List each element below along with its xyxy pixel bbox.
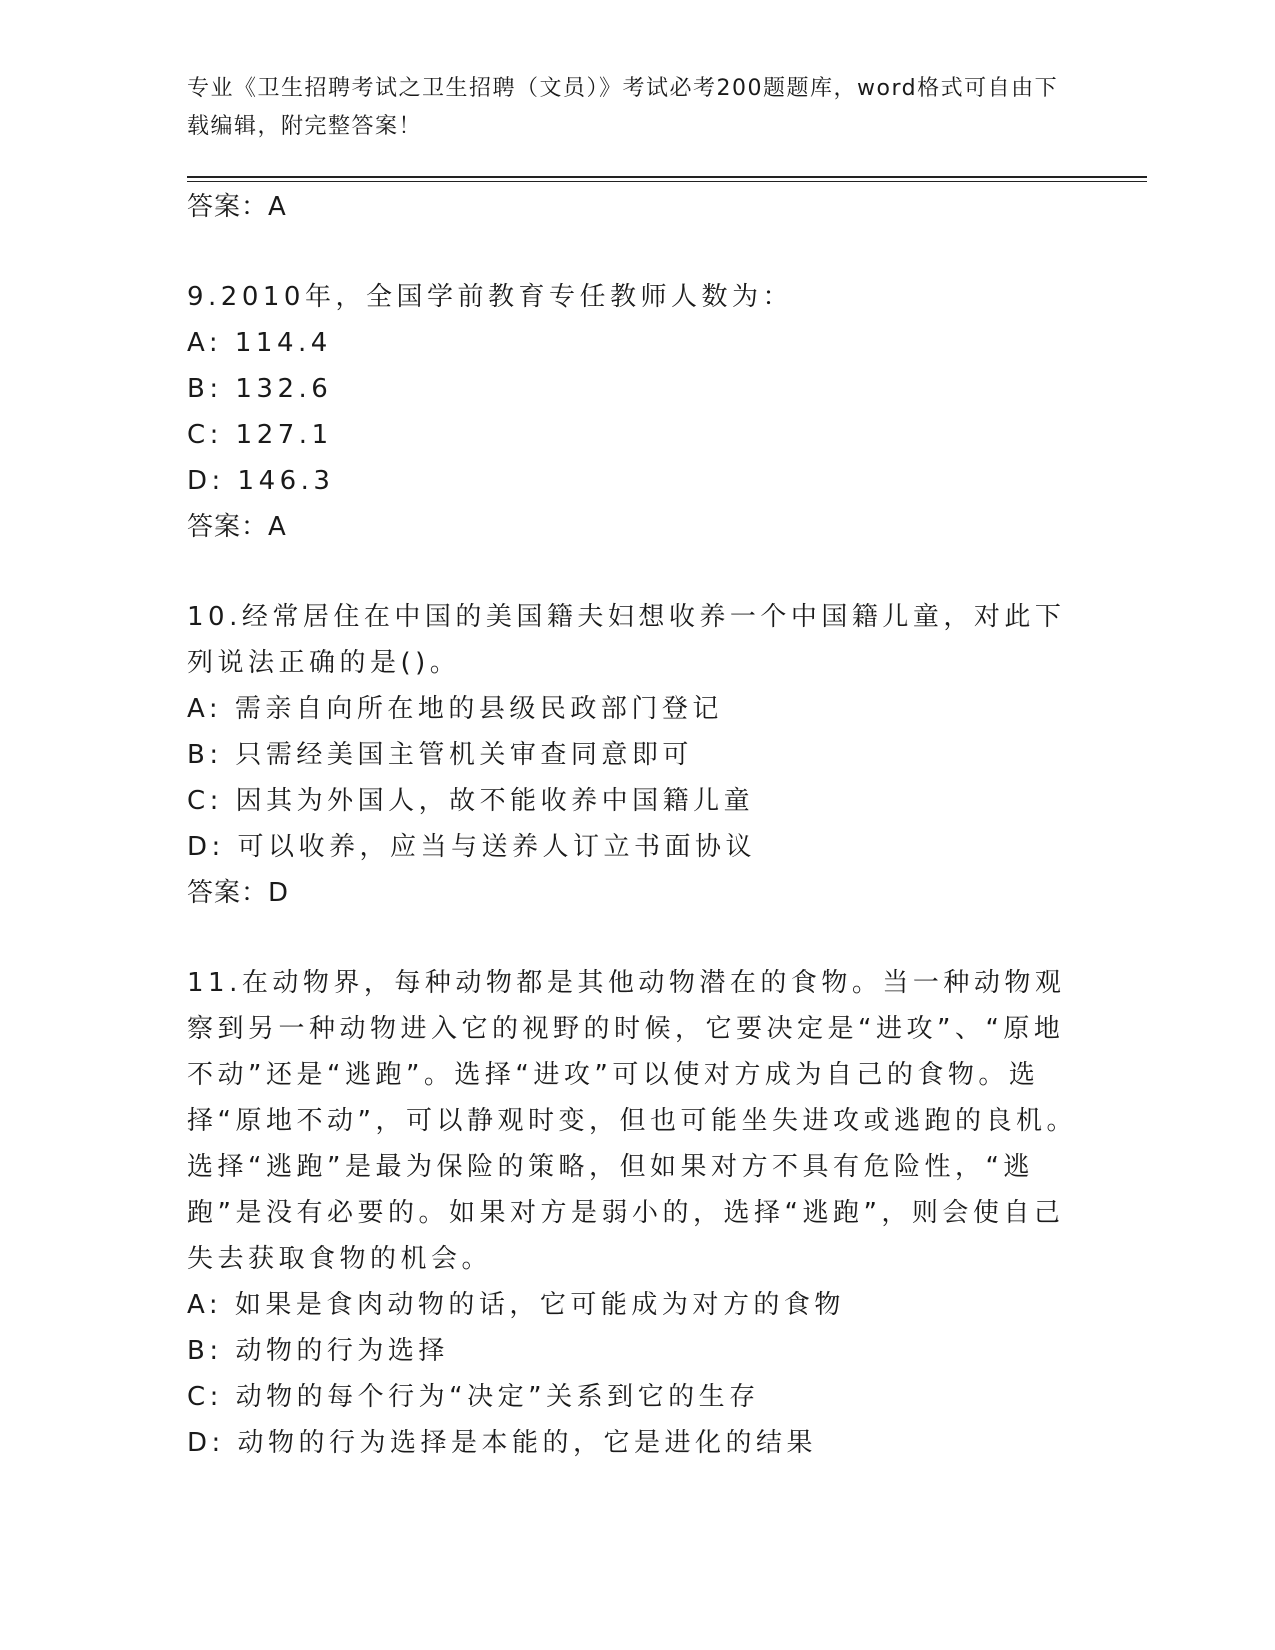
answer: 答案：A	[187, 512, 287, 542]
option-b: B: 动物的行为选择	[187, 1336, 449, 1366]
option-a: A: 如果是食肉动物的话，它可能成为对方的食物	[187, 1290, 845, 1320]
option-a: A: 114.4	[187, 328, 332, 358]
option-d: D: 动物的行为选择是本能的，它是进化的结果	[187, 1428, 818, 1458]
question-stem: 10.经常居住在中国的美国籍夫妇想收养一个中国籍儿童，对此下列说法正确的是()。	[187, 602, 1066, 678]
option-c: C: 动物的每个行为“决定”关系到它的生存	[187, 1382, 760, 1412]
answer: 答案：D	[187, 878, 290, 908]
document-header: 专业《卫生招聘考试之卫生招聘（文员）》考试必考200题题库，word格式可自由下载编辑，附完整答案！	[187, 76, 1059, 139]
option-c: C: 127.1	[187, 420, 333, 450]
option-a: A: 需亲自向所在地的县级民政部门登记	[187, 694, 723, 724]
option-b: B: 132.6	[187, 374, 333, 404]
option-d: D: 146.3	[187, 466, 335, 496]
question-11	[187, 960, 1087, 1466]
question-list	[187, 184, 1087, 1466]
header-rule-thin	[187, 181, 1147, 182]
question-stem: 11.在动物界，每种动物都是其他动物潜在的食物。当一种动物观察到另一种动物进入它的视野的时候，它要决定是“进攻”、“原地不动”还是“逃跑”。选择“进攻”可以使对方成为自己的食物。选择“原地不动”，可以静观时变，但也可能坐失进攻或逃跑的良机。选择“逃跑”是最为保险的策略，但如果对方不具有危险性，“逃跑”是没有必要的。如果对方是弱小的，选择“逃跑”，则会使自己失去获取食物的机会。	[187, 968, 1077, 1274]
option-d: D: 可以收养，应当与送养人订立书面协议	[187, 832, 757, 862]
question-9	[187, 274, 1087, 550]
header-rule-thick	[187, 176, 1147, 178]
question-stem: 9.2010年，全国学前教育专任教师人数为：	[187, 282, 793, 312]
question-10	[187, 594, 1087, 916]
option-b: B: 只需经美国主管机关审查同意即可	[187, 740, 693, 770]
option-c: C: 因其为外国人，故不能收养中国籍儿童	[187, 786, 755, 816]
answer-previous: 答案：A	[187, 192, 287, 222]
